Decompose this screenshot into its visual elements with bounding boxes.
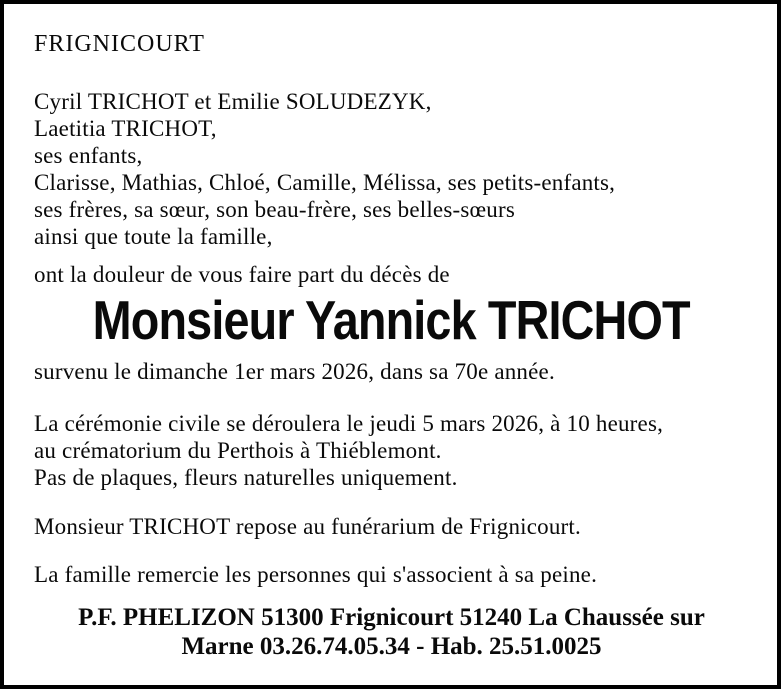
death-date-line: survenu le dimanche 1er mars 2026, dans sa 70e année. xyxy=(34,359,555,384)
funeral-home-info xyxy=(34,603,749,661)
thanks-line: La famille remercie les personnes qui s'associent à sa peine. xyxy=(34,562,598,587)
deceased-name-text: Monsieur Yannick TRICHOT xyxy=(93,289,690,351)
family-line: ses enfants, xyxy=(34,143,143,168)
family-line: ses frères, sa sœur, son beau-frère, ses belles-sœurs xyxy=(34,197,516,222)
repose-line: Monsieur TRICHOT repose au funérarium de Frignicourt. xyxy=(34,514,581,539)
ceremony-line: La cérémonie civile se déroulera le jeudi 5 mars 2026, à 10 heures, xyxy=(34,411,664,436)
notice-content xyxy=(4,4,777,661)
ceremony-line: au crématorium du Perthois à Thiéblemont. xyxy=(34,438,442,463)
ceremony-line: Pas de plaques, fleurs naturelles uniquement. xyxy=(34,465,458,490)
family-line: ainsi que toute la famille, xyxy=(34,224,273,249)
family-line: Laetitia TRICHOT, xyxy=(34,116,217,141)
family-line: Cyril TRICHOT et Emilie SOLUDEZYK, xyxy=(34,89,432,114)
ceremony-details xyxy=(34,410,749,491)
deceased-name xyxy=(34,289,749,351)
funeral-home-line: Marne 03.26.74.05.34 - Hab. 25.51.0025 xyxy=(181,633,602,660)
announcement-line: ont la douleur de vous faire part du décès de xyxy=(34,262,450,287)
family-list xyxy=(34,88,749,250)
family-line: Clarisse, Mathias, Chloé, Camille, Mélissa, ses petits-enfants, xyxy=(34,170,616,195)
city-heading: FRIGNICOURT xyxy=(34,31,205,57)
funeral-home-line: P.F. PHELIZON 51300 Frignicourt 51240 La Chaussée sur xyxy=(78,604,705,631)
